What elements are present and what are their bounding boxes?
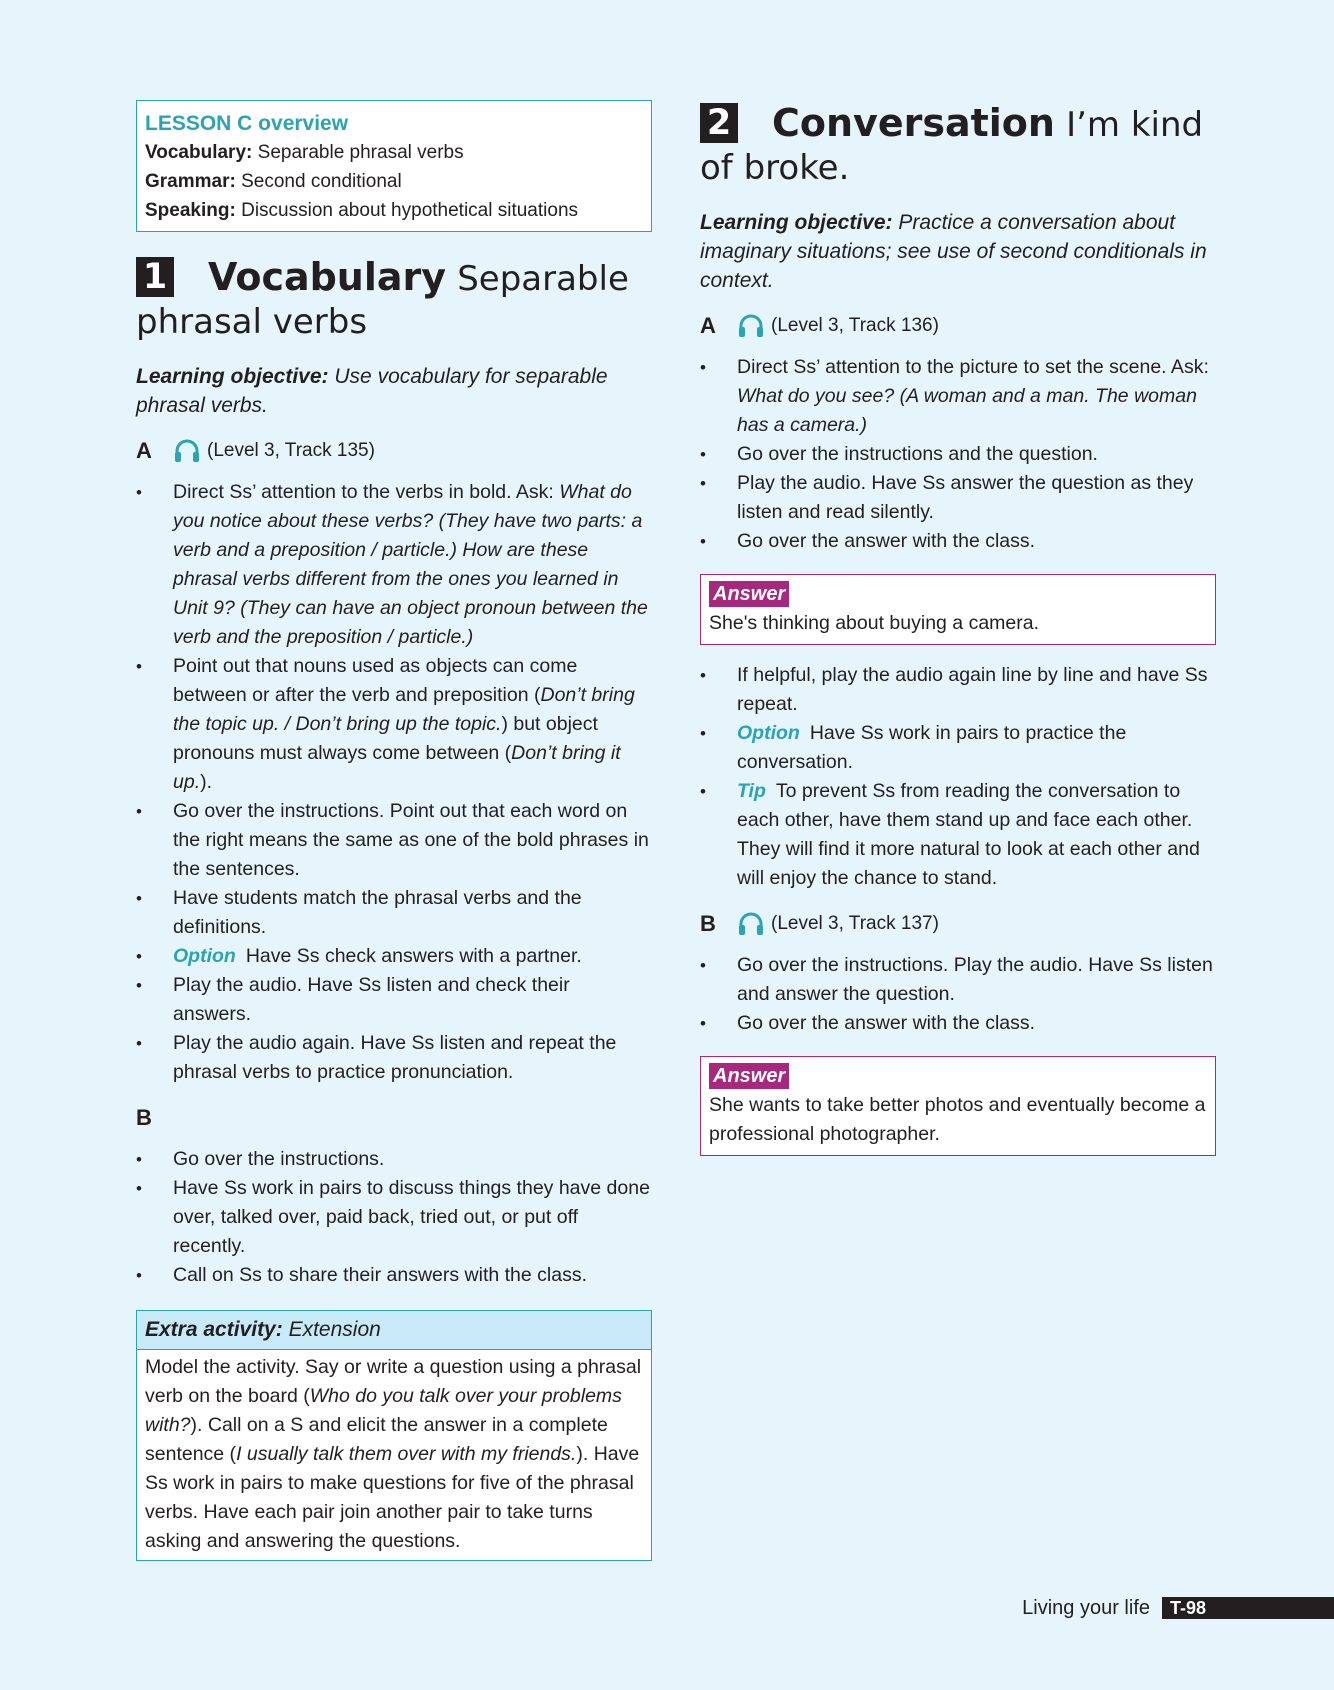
page-footer: [1022, 1597, 1334, 1619]
part-a-list: [136, 478, 652, 1087]
list-item: • If helpful, play the audio again line by line and have Ss repeat.: [700, 661, 1216, 719]
list-item: • Go over the answer with the class.: [700, 527, 1216, 556]
option-label: Option: [737, 722, 800, 744]
footer-unit-title: Living your life: [1022, 1597, 1150, 1619]
list-item: • Direct Ss’ attention to the picture to set the scene. Ask: What do you see? (A woman and a man. The woman has a camera.): [700, 353, 1216, 440]
list-item: • Option Have Ss work in pairs to practice the conversation.: [700, 719, 1216, 777]
list-item: • Go over the instructions.: [136, 1145, 652, 1174]
track-label: (Level 3, Track 135): [207, 440, 375, 461]
part-a-heading: A (Level 3, Track 136): [700, 313, 939, 338]
list-item: • Go over the instructions. Play the audio. Have Ss listen and answer the question.: [700, 951, 1216, 1009]
left-column: [136, 100, 652, 1561]
part-b-heading: B (Level 3, Track 137): [700, 911, 939, 936]
section-title: Conversation: [772, 101, 1055, 145]
answer-label: Answer: [709, 581, 789, 607]
headphones-icon: [737, 313, 765, 339]
answer-box: [700, 1056, 1216, 1156]
section-number: 1: [136, 257, 174, 297]
section-subtitle: I’m kind of broke.: [700, 105, 1204, 188]
extra-activity-header: Extra activity: Extension: [137, 1311, 651, 1350]
list-item: • Play the audio. Have Ss listen and check their answers.: [136, 971, 652, 1029]
list-item: • Call on Ss to share their answers with the class.: [136, 1261, 652, 1290]
list-item: • Go over the instructions. Point out that each word on the right means the same as one of the bold phrases in the sentences.: [136, 797, 652, 884]
part-a-heading: A (Level 3, Track 135): [136, 438, 375, 463]
learning-objective: Learning objective: Practice a conversation about imaginary situations; see use of second conditionals in context.: [700, 211, 1207, 292]
part-a-list: [700, 353, 1216, 556]
list-item: • Go over the answer with the class.: [700, 1009, 1216, 1038]
track-label: (Level 3, Track 136): [771, 315, 939, 336]
headphones-icon: [737, 911, 765, 937]
list-item: • Have students match the phrasal verbs and the definitions.: [136, 884, 652, 942]
extra-activity-box: [136, 1310, 652, 1561]
part-b-list: [136, 1145, 652, 1290]
list-item: • Play the audio again. Have Ss listen and repeat the phrasal verbs to practice pronunciation.: [136, 1029, 652, 1087]
section-title: Vocabulary: [208, 255, 447, 299]
answer-box: [700, 574, 1216, 645]
page-number: T-98: [1162, 1597, 1334, 1619]
overview-title: LESSON C overview: [145, 112, 349, 135]
section-1-heading: [136, 256, 652, 344]
lesson-overview-box: [136, 100, 652, 232]
list-item: • Go over the instructions and the question.: [700, 440, 1216, 469]
learning-objective: Learning objective: Use vocabulary for separable phrasal verbs.: [136, 365, 608, 417]
right-column: [700, 100, 1216, 1156]
headphones-icon: [173, 438, 201, 464]
overview-row: Speaking: Discussion about hypothetical situations: [145, 200, 579, 221]
section-number: 2: [700, 103, 738, 143]
answer-text: She wants to take better photos and eventually become a professional photographer.: [709, 1094, 1206, 1145]
part-b-list: [700, 951, 1216, 1038]
overview-row: Grammar: Second conditional: [145, 171, 402, 192]
list-item: • Option Have Ss check answers with a partner.: [136, 942, 652, 971]
list-item: • Point out that nouns used as objects can come between or after the verb and preposition (Don’t bring the topic up. / Don’t bring up the topic.) but object pronouns must always come between (Don’t bring it up.).: [136, 652, 652, 797]
list-item: • Direct Ss’ attention to the verbs in bold. Ask: What do you notice about these verbs? (They have two parts: a verb and a preposition / particle.) How are these phrasal verbs different from the ones you learned in Unit 9? (They can have an object pronoun between the verb and the preposition / particle.): [136, 478, 652, 652]
part-a-more-list: [700, 661, 1216, 893]
part-b-heading: B: [136, 1105, 152, 1130]
list-item: • Have Ss work in pairs to discuss things they have done over, talked over, paid back, tried out, or put off recently.: [136, 1174, 652, 1261]
list-item: • Play the audio. Have Ss answer the question as they listen and read silently.: [700, 469, 1216, 527]
list-item: • Tip To prevent Ss from reading the conversation to each other, have them stand up and face each other. They will find it more natural to look at each other and will enjoy the chance to stand.: [700, 777, 1216, 893]
answer-text: She's thinking about buying a camera.: [709, 612, 1040, 634]
section-subtitle: Separable phrasal verbs: [136, 259, 629, 342]
overview-row: Vocabulary: Separable phrasal verbs: [145, 142, 464, 163]
option-label: Option: [173, 945, 236, 967]
section-2-heading: [700, 102, 1216, 190]
track-label: (Level 3, Track 137): [771, 913, 939, 934]
extra-activity-body: Model the activity. Say or write a question using a phrasal verb on the board (Who do you talk over your problems with?). Call on a S and elicit the answer in a complete sentence (I usually talk them over with my friends.). Have Ss work in pairs to make questions for five of the phrasal verbs. Have each pair join another pair to take turns asking and answering the questions.: [145, 1356, 642, 1552]
answer-label: Answer: [709, 1063, 789, 1089]
tip-label: Tip: [737, 780, 766, 802]
